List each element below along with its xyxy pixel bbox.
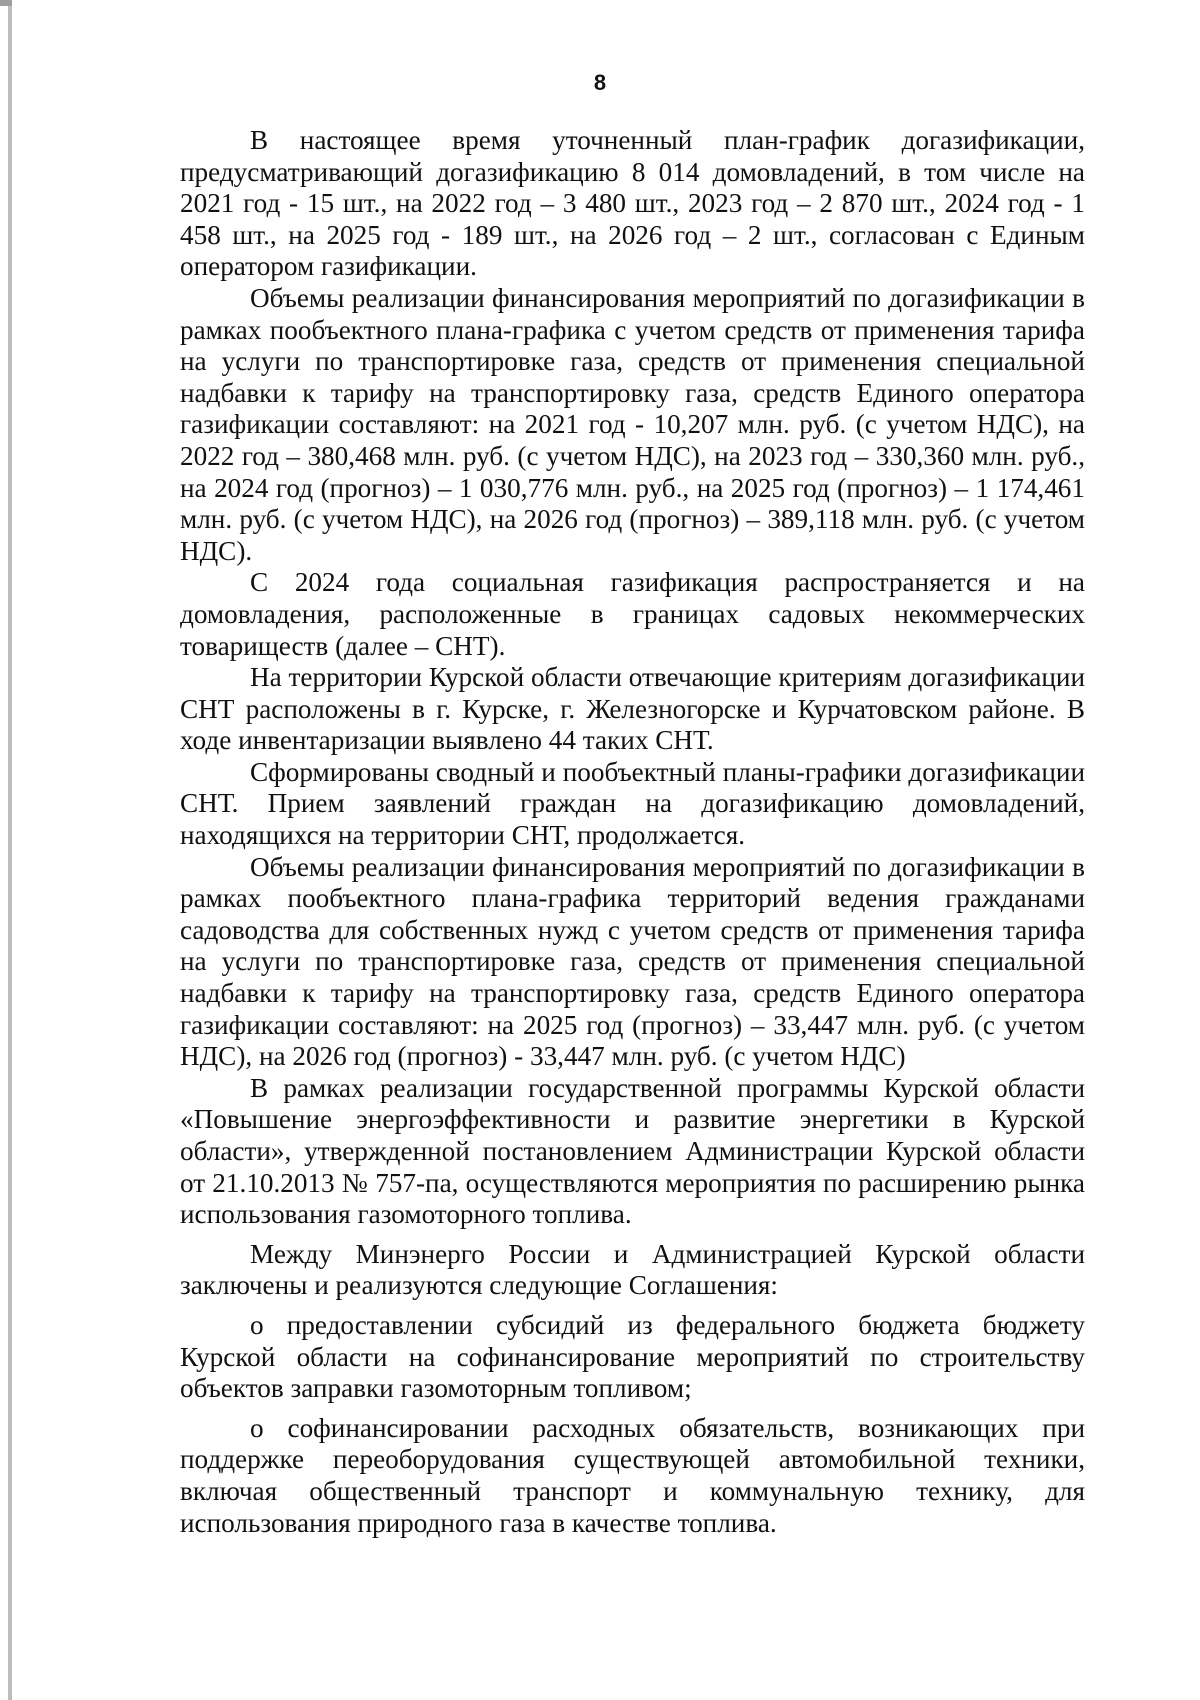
paragraph-agreement-subsidies: о предоставлении субсидий из федерального бюджета бюджету Курской области на софинансирование мероприятий по строительству объектов заправки газомоторным топливом; bbox=[180, 1309, 1085, 1404]
scan-edge-top bbox=[0, 0, 12, 6]
paragraph-snt-financing: Объемы реализации финансирования мероприятий по догазификации в рамках пообъектного плана-графика территорий ведения гражданами садоводства для собственных нужд с учетом средств от применения тарифа на услуги по транспортировке газа, средств от применения специальной надбавки к тарифу на транспортировку газа, средств Единого оператора газификации составляют: на 2025 год (прогноз) – 33,447 млн. руб. (с учетом НДС), на 2026 год (прогноз) - 33,447 млн. руб. (с учетом НДС) bbox=[180, 851, 1085, 1072]
document-body bbox=[180, 125, 1085, 1539]
paragraph-agreement-cofinancing: о софинансировании расходных обязательств, возникающих при поддержке переоборудования существующей автомобильной техники, включая общественный транспорт и коммунальную технику, для использования природного газа в качестве топлива. bbox=[180, 1412, 1085, 1538]
page-number: 8 bbox=[593, 70, 607, 95]
paragraph-state-program: В рамках реализации государственной программы Курской области «Повышение энергоэффективности и развитие энергетики в Курской области», утвержденной постановлением Администрации Курской области от 21.10.2013 № 757-па, осуществляются мероприятия по расширению рынка использования газомоторного топлива. bbox=[180, 1072, 1085, 1230]
paragraph-snt-gasification: С 2024 года социальная газификация распространяется и на домовладения, расположенные в границах садовых некоммерческих товариществ (далее – СНТ). bbox=[180, 567, 1085, 661]
paragraph-agreements-intro: Между Минэнерго России и Администрацией Курской области заключены и реализуются следующие Соглашения: bbox=[180, 1238, 1085, 1301]
paragraph-financing-volumes: Объемы реализации финансирования мероприятий по догазификации в рамках пообъектного плана-графика с учетом средств от применения тарифа на услуги по транспортировке газа, средств от применения специальной надбавки к тарифу на транспортировку газа, средств Единого оператора газификации составляют: на 2021 год - 10,207 млн. руб. (с учетом НДС), на 2022 год – 380,468 млн. руб. (с учетом НДС), на 2023 год – 330,360 млн. руб., на 2024 год (прогноз) – 1 030,776 млн. руб., на 2025 год (прогноз) – 1 174,461 млн. руб. (с учетом НДС), на 2026 год (прогноз) – 389,118 млн. руб. (с учетом НДС). bbox=[180, 282, 1085, 566]
paragraph-plan-schedule: В настоящее время уточненный план-график догазификации, предусматривающий догазификацию 8 014 домовладений, в том числе на 2021 год - 15 шт., на 2022 год – 3 480 шт., 2023 год – 2 870 шт., 2024 год - 1 458 шт., на 2025 год - 189 шт., на 2026 год – 2 шт., согласован с Единым оператором газификации. bbox=[180, 125, 1085, 282]
paragraph-snt-schedules: Сформированы сводный и пообъектный планы-графики догазификации СНТ. Прием заявлений граждан на догазификацию домовладений, находящихся на территории СНТ, продолжается. bbox=[180, 756, 1085, 851]
paragraph-snt-territory: На территории Курской области отвечающие критериям догазификации СНТ расположены в г. Курске, г. Железногорске и Курчатовском районе. В ходе инвентаризации выявлено 44 таких СНТ. bbox=[180, 662, 1085, 756]
scan-edge-left bbox=[8, 0, 12, 1700]
